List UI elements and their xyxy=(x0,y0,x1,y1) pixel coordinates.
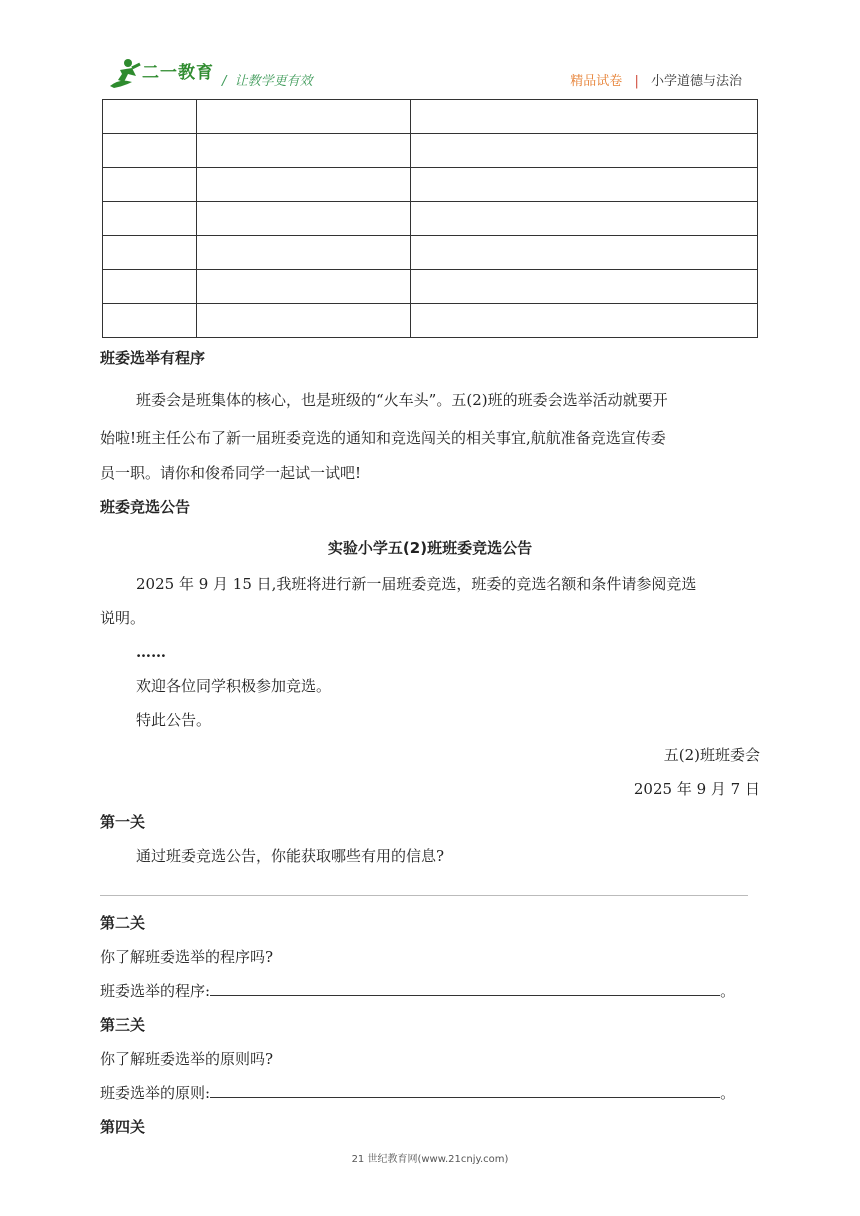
level2-question: 你了解班委选举的程序吗? xyxy=(100,948,274,966)
table-row xyxy=(103,100,758,134)
notice-line-2: 说明。 xyxy=(100,609,146,627)
table-row xyxy=(103,168,758,202)
table-cell[interactable] xyxy=(196,270,410,304)
notice-ellipsis: …… xyxy=(136,643,166,661)
exam-tag: 精品试卷 xyxy=(570,74,623,89)
notice-closing: 特此公告。 xyxy=(136,711,212,729)
table-row xyxy=(103,304,758,338)
table-cell[interactable] xyxy=(103,100,197,134)
notice-date: 2025 年 9 月 7 日 xyxy=(633,780,760,798)
table-cell[interactable] xyxy=(410,100,757,134)
notice-heading: 班委竞选公告 xyxy=(100,498,191,516)
answer-line[interactable] xyxy=(100,895,748,896)
header-slogan: / 让教学更有效 xyxy=(222,74,313,89)
header-tags xyxy=(570,70,742,89)
table-row xyxy=(103,270,758,304)
level3-prompt: 班委选举的原则: xyxy=(100,1084,211,1102)
header-separator: | xyxy=(634,74,639,89)
logo-text: 二一教育 xyxy=(142,63,214,83)
table-cell[interactable] xyxy=(410,270,757,304)
table-cell[interactable] xyxy=(103,236,197,270)
level4-heading: 第四关 xyxy=(100,1118,146,1136)
notice-welcome: 欢迎各位同学积极参加竞选。 xyxy=(136,677,332,695)
page-footer: 21 世纪教育网(www.21cnjy.com) xyxy=(351,1154,509,1165)
table-cell[interactable] xyxy=(196,236,410,270)
table-cell[interactable] xyxy=(410,236,757,270)
table-cell[interactable] xyxy=(103,168,197,202)
intro-line-1: 班委会是班集体的核心，也是班级的“火车头”。五(2)班的班委会选举活动就要开 xyxy=(136,391,668,409)
level3-question: 你了解班委选举的原则吗? xyxy=(100,1050,274,1068)
table-cell[interactable] xyxy=(103,304,197,338)
intro-line-3: 员一职。请你和俊希同学一起试一试吧! xyxy=(100,464,362,482)
notice-line-1: 2025 年 9 月 15 日,我班将进行新一届班委竞选，班委的竞选名额和条件请参阅竞选 xyxy=(136,575,697,593)
level3-period: 。 xyxy=(720,1084,736,1102)
page-header xyxy=(0,0,860,98)
blank-table xyxy=(102,99,758,338)
table-cell[interactable] xyxy=(196,168,410,202)
level1-question: 通过班委竞选公告，你能获取哪些有用的信息? xyxy=(136,847,445,865)
table-cell[interactable] xyxy=(196,304,410,338)
intro-line-2: 始啦!班主任公布了新一届班委竞选的通知和竞选闯关的相关事宜,航航准备竞选宣传委 xyxy=(100,429,666,447)
table-cell[interactable] xyxy=(196,100,410,134)
notice-title: 实验小学五(2)班班委竞选公告 xyxy=(327,539,533,557)
table-row xyxy=(103,202,758,236)
table-row xyxy=(103,134,758,168)
notice-signer: 五(2)班班委会 xyxy=(663,746,760,764)
table-cell[interactable] xyxy=(410,168,757,202)
level3-heading: 第三关 xyxy=(100,1016,146,1034)
subject-tag: 小学道德与法治 xyxy=(650,74,742,89)
table-cell[interactable] xyxy=(196,202,410,236)
level2-prompt: 班委选举的程序: xyxy=(100,982,211,1000)
level2-period: 。 xyxy=(720,982,736,1000)
level1-heading: 第一关 xyxy=(100,813,146,831)
section-heading: 班委选举有程序 xyxy=(100,349,206,367)
table-cell[interactable] xyxy=(196,134,410,168)
level3-answer-blank[interactable] xyxy=(210,1083,720,1098)
level2-answer-blank[interactable] xyxy=(210,981,720,996)
table-cell[interactable] xyxy=(103,270,197,304)
table-cell[interactable] xyxy=(410,202,757,236)
table-cell[interactable] xyxy=(103,134,197,168)
table-row xyxy=(103,236,758,270)
table-cell[interactable] xyxy=(103,202,197,236)
table-cell[interactable] xyxy=(410,134,757,168)
table-cell[interactable] xyxy=(410,304,757,338)
level3-answer-row xyxy=(100,1083,735,1103)
level2-heading: 第二关 xyxy=(100,914,146,932)
level2-answer-row xyxy=(100,981,735,1001)
